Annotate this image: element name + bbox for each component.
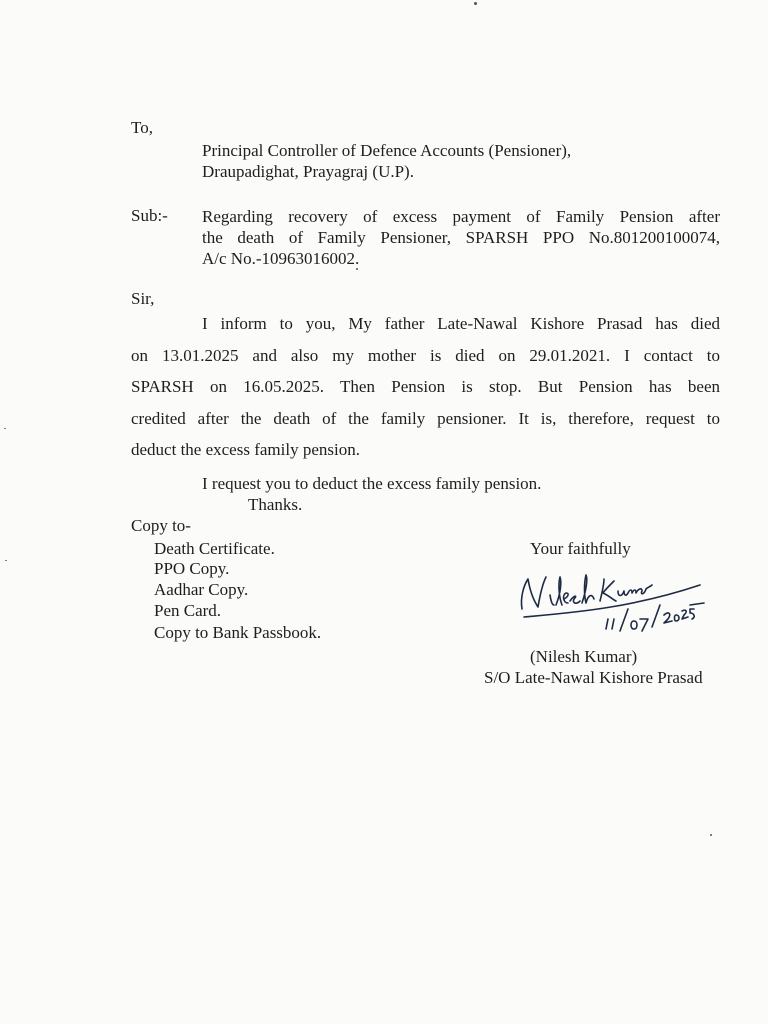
to-label: To,: [131, 118, 153, 137]
subject-line: Regarding recovery of excess payment of Family Pension after: [202, 207, 720, 226]
recipient-line-1: Principal Controller of Defence Accounts (Pensioner),: [202, 141, 572, 160]
subject-text: [202, 206, 720, 269]
signatory-relation: S/O Late-Nawal Kishore Prasad: [484, 668, 703, 687]
letter-body: [131, 308, 720, 466]
request-line: I request you to deduct the excess family pension.: [202, 474, 542, 493]
copy-to-label: Copy to-: [131, 516, 191, 535]
scan-speck: [710, 834, 712, 836]
copy-item: Pen Card.: [154, 601, 222, 620]
body-line: deduct the excess family pension.: [131, 440, 360, 459]
signatory-name: (Nilesh Kumar): [530, 647, 638, 666]
handwritten-signature: [508, 565, 708, 635]
thanks: Thanks.: [248, 495, 303, 514]
copy-item: Death Certificate.: [154, 539, 275, 558]
body-line: I inform to you, My father Late-Nawal Kishore Prasad has died: [202, 314, 720, 333]
copy-item: Copy to Bank Passbook.: [154, 623, 322, 642]
subject-label: Sub:-: [131, 206, 168, 225]
body-line: on 13.01.2025 and also my mother is died on 29.01.2021. I contact to: [131, 345, 720, 365]
copy-item: Aadhar Copy.: [154, 580, 249, 599]
scan-speck: [5, 560, 7, 561]
salutation: Sir,: [131, 289, 155, 308]
subject-line: A/c No.-10963016002.: [202, 249, 360, 268]
recipient-line-2: Draupadighat, Prayagraj (U.P).: [202, 162, 414, 181]
scan-speck: [356, 268, 358, 270]
copy-item: PPO Copy.: [154, 559, 230, 578]
body-line: credited after the death of the family pensioner. It is, therefore, request to: [131, 408, 720, 428]
subject-line: the death of Family Pensioner, SPARSH PPO No.801200100074,: [202, 228, 720, 247]
scan-speck: [474, 2, 477, 5]
body-line: SPARSH on 16.05.2025. Then Pension is stop. But Pension has been: [131, 377, 720, 396]
scan-speck: [4, 428, 6, 429]
closing: Your faithfully: [530, 539, 631, 558]
